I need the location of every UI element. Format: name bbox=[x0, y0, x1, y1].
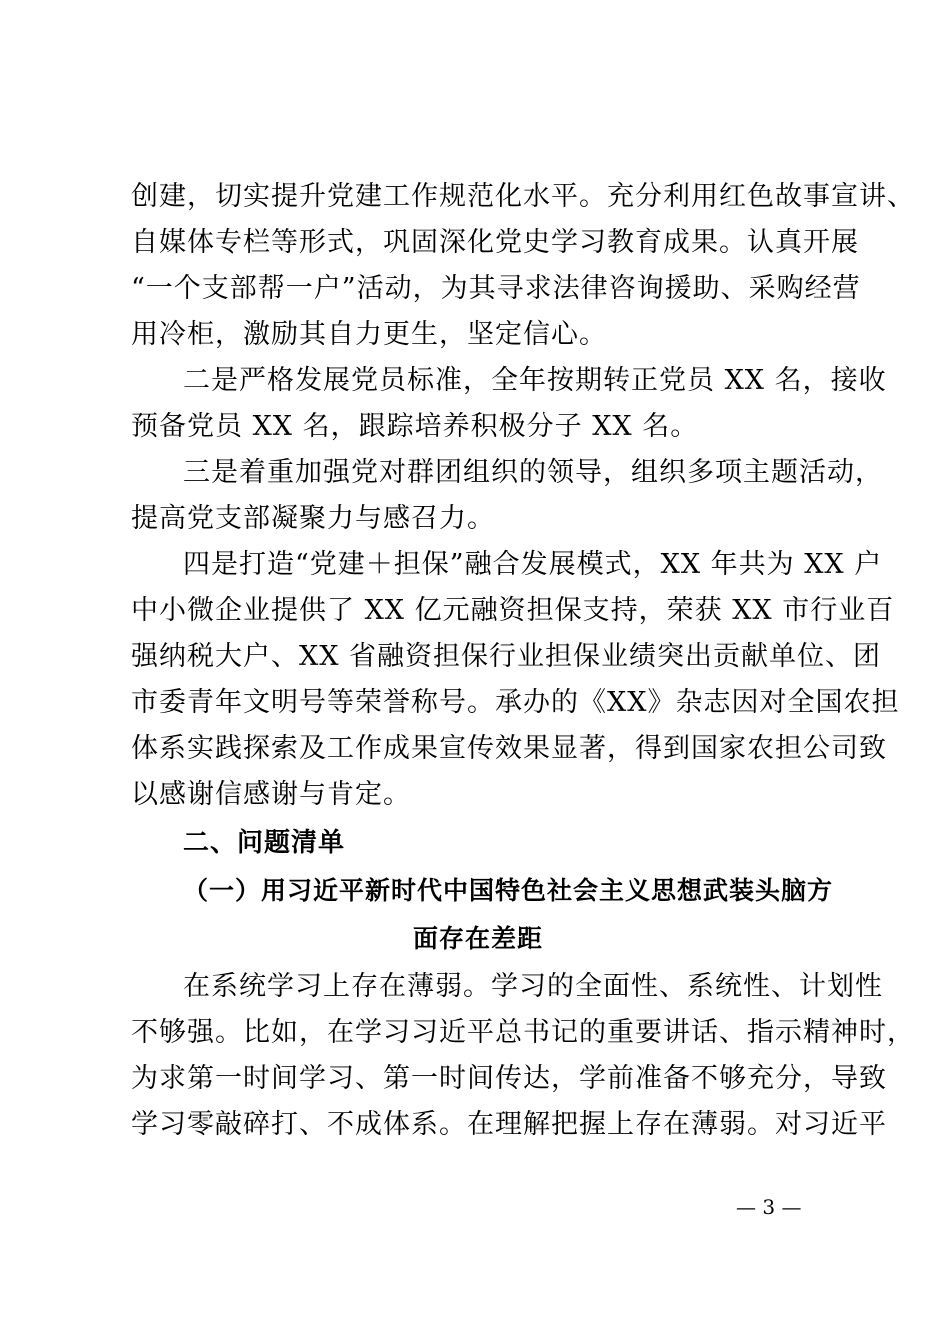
paragraph-line: 三是着重加强党对群团组织的领导，组织多项主题活动， bbox=[183, 457, 883, 488]
paragraph-line: 不够强。比如，在学习习近平总书记的重要讲话、指示精神时， bbox=[131, 1017, 915, 1048]
paragraph-line: 预备党员 XX 名，跟踪培养积极分子 XX 名。 bbox=[131, 411, 699, 442]
paragraph-line: “一个支部帮一户”活动，为其寻求法律咨询援助、采购经营 bbox=[131, 273, 861, 304]
section-heading: 二、问题清单 bbox=[183, 828, 346, 858]
paragraph-line: 四是打造“党建＋担保”融合发展模式，XX 年共为 XX 户 bbox=[183, 549, 883, 580]
paragraph-line: 在系统学习上存在薄弱。学习的全面性、系统性、计划性 bbox=[183, 971, 883, 1002]
paragraph-line: 自媒体专栏等形式，巩固深化党史学习教育成果。认真开展 bbox=[131, 227, 859, 258]
paragraph-line: 体系实践探索及工作成果宣传效果显著，得到国家农担公司致 bbox=[131, 733, 887, 764]
page-number: — 3 — bbox=[736, 1195, 802, 1219]
paragraph-line: 市委青年文明号等荣誉称号。承办的《XX》杂志因对全国农担 bbox=[131, 687, 900, 718]
subheading: （一）用习近平新时代中国特色社会主义思想武装头脑方 bbox=[183, 876, 834, 905]
paragraph-line: 学习零敲碎打、不成体系。在理解把握上存在薄弱。对习近平 bbox=[131, 1109, 887, 1140]
paragraph-line: 以感谢信感谢与肯定。 bbox=[131, 779, 411, 810]
paragraph-line: 用冷柜，激励其自力更生，坚定信心。 bbox=[131, 319, 607, 350]
subheading-continuation: 面存在差距 bbox=[413, 924, 544, 953]
paragraph-line: 为求第一时间学习、第一时间传达，学前准备不够充分，导致 bbox=[131, 1063, 887, 1094]
paragraph-line: 二是严格发展党员标准，全年按期转正党员 XX 名，接收 bbox=[183, 365, 887, 396]
paragraph-line: 提高党支部凝聚力与感召力。 bbox=[131, 503, 495, 534]
paragraph-line: 强纳税大户、XX 省融资担保行业担保业绩突出贡献单位、团 bbox=[131, 641, 882, 672]
paragraph-line: 中小微企业提供了 XX 亿元融资担保支持，荣获 XX 市行业百 bbox=[131, 595, 895, 626]
paragraph-line: 创建，切实提升党建工作规范化水平。充分利用红色故事宣讲、 bbox=[131, 181, 915, 212]
